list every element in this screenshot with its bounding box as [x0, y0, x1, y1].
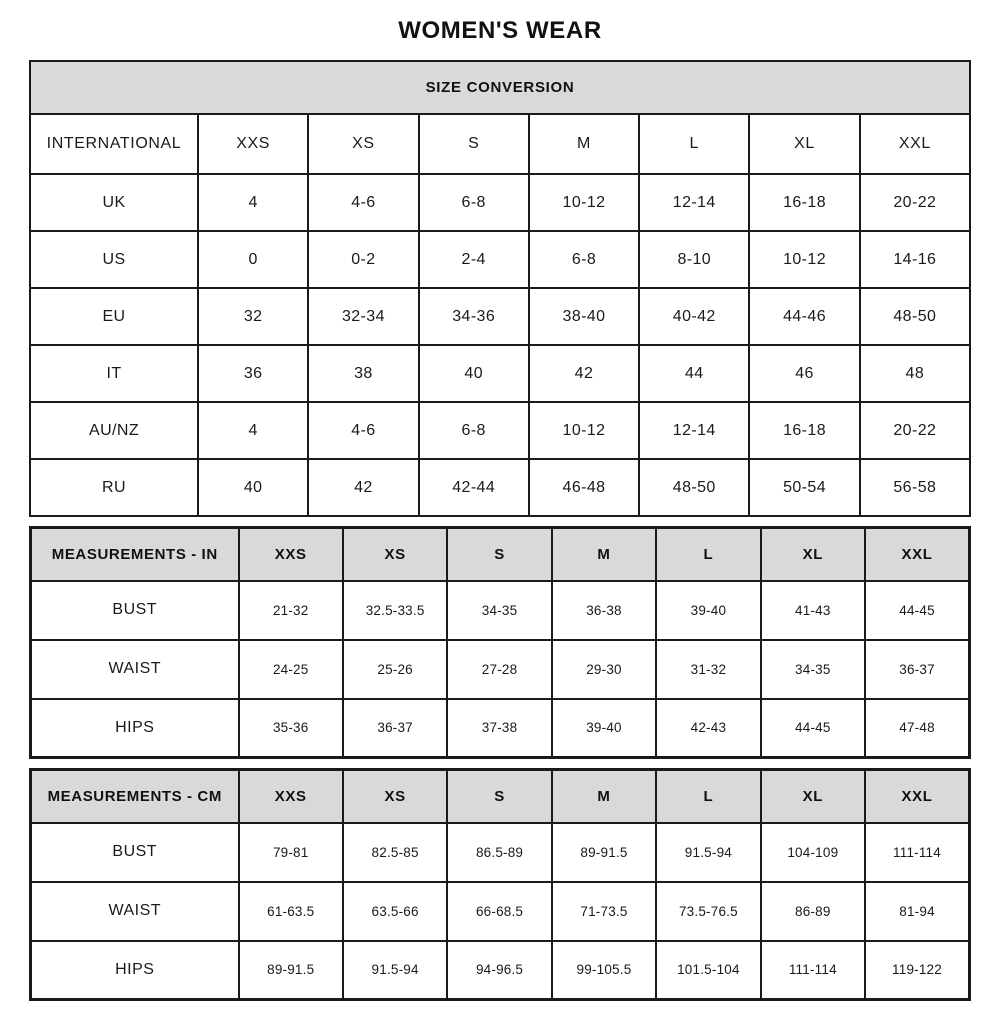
size-value-cell: 40-42 — [639, 288, 749, 345]
measurements-in-header — [31, 528, 970, 581]
size-value-cell: 48-50 — [639, 459, 749, 516]
measure-label: WAIST — [31, 640, 239, 699]
measure-value-cell: 86.5-89 — [447, 823, 551, 882]
region-label: EU — [30, 288, 198, 345]
measure-value-cell: 82.5-85 — [343, 823, 447, 882]
size-value-cell: 4-6 — [308, 402, 418, 459]
measure-value-cell: 89-91.5 — [239, 941, 343, 1000]
measure-value-cell: 29-30 — [552, 640, 656, 699]
size-column-header: L — [656, 528, 760, 581]
table-row — [31, 640, 970, 699]
size-column-header: XL — [761, 770, 865, 823]
size-value-cell: 46 — [749, 345, 859, 402]
size-value-cell: 42 — [529, 345, 639, 402]
measurements-in-body — [31, 581, 970, 758]
measure-value-cell: 24-25 — [239, 640, 343, 699]
measure-value-cell: 25-26 — [343, 640, 447, 699]
table-row — [31, 882, 970, 941]
table-row — [30, 288, 970, 345]
measure-value-cell: 89-91.5 — [552, 823, 656, 882]
measure-value-cell: 42-43 — [656, 699, 760, 758]
size-value-cell: 48 — [860, 345, 970, 402]
measure-value-cell: 36-38 — [552, 581, 656, 640]
size-conversion-title: SIZE CONVERSION — [30, 61, 970, 114]
table-title-row — [30, 61, 970, 114]
size-column-header: XXL — [865, 528, 969, 581]
size-value-cell: 0-2 — [308, 231, 418, 288]
size-column-header: XXS — [239, 770, 343, 823]
size-value-cell: 38-40 — [529, 288, 639, 345]
size-value-cell: 8-10 — [639, 231, 749, 288]
size-value-cell: 40 — [198, 459, 308, 516]
measure-value-cell: 66-68.5 — [447, 882, 551, 941]
measure-value-cell: 81-94 — [865, 882, 969, 941]
size-value-cell: 4 — [198, 174, 308, 231]
size-value-cell: 6-8 — [529, 231, 639, 288]
measure-value-cell: 35-36 — [239, 699, 343, 758]
size-value-cell: 2-4 — [419, 231, 529, 288]
size-column-header: L — [639, 114, 749, 174]
size-value-cell: 20-22 — [860, 402, 970, 459]
size-column-header: M — [552, 770, 656, 823]
region-label: RU — [30, 459, 198, 516]
measure-label: BUST — [31, 581, 239, 640]
measure-value-cell: 27-28 — [447, 640, 551, 699]
size-value-cell: 56-58 — [860, 459, 970, 516]
measure-label: WAIST — [31, 882, 239, 941]
size-column-header: XS — [343, 528, 447, 581]
size-value-cell: 10-12 — [529, 174, 639, 231]
size-column-header: XXS — [198, 114, 308, 174]
size-value-cell: 42-44 — [419, 459, 529, 516]
size-conversion-header — [30, 61, 970, 114]
size-value-cell: 4 — [198, 402, 308, 459]
measure-value-cell: 86-89 — [761, 882, 865, 941]
size-value-cell: 44 — [639, 345, 749, 402]
size-conversion-body — [30, 114, 970, 516]
measure-value-cell: 36-37 — [343, 699, 447, 758]
size-value-cell: 32-34 — [308, 288, 418, 345]
measure-value-cell: 44-45 — [865, 581, 969, 640]
size-value-cell: 42 — [308, 459, 418, 516]
international-header: INTERNATIONAL — [30, 114, 198, 174]
measure-label: HIPS — [31, 699, 239, 758]
column-header-row — [30, 114, 970, 174]
size-chart-page — [0, 17, 1000, 1001]
measure-value-cell: 91.5-94 — [343, 941, 447, 1000]
measure-value-cell: 104-109 — [761, 823, 865, 882]
measure-value-cell: 94-96.5 — [447, 941, 551, 1000]
measurements-cm-body — [31, 823, 970, 1000]
table-row — [31, 699, 970, 758]
size-column-header: L — [656, 770, 760, 823]
size-value-cell: 50-54 — [749, 459, 859, 516]
measure-value-cell: 34-35 — [761, 640, 865, 699]
measurements-in-table — [29, 526, 971, 759]
measurements-cm-title: MEASUREMENTS - CM — [31, 770, 239, 823]
table-row — [30, 345, 970, 402]
table-row — [30, 459, 970, 516]
measure-value-cell: 99-105.5 — [552, 941, 656, 1000]
measurements-cm-header — [31, 770, 970, 823]
size-column-header: XS — [343, 770, 447, 823]
size-column-header: M — [552, 528, 656, 581]
measure-value-cell: 36-37 — [865, 640, 969, 699]
table-row — [31, 941, 970, 1000]
table-row — [30, 231, 970, 288]
measure-value-cell: 61-63.5 — [239, 882, 343, 941]
measure-value-cell: 32.5-33.5 — [343, 581, 447, 640]
measure-value-cell: 44-45 — [761, 699, 865, 758]
measure-value-cell: 91.5-94 — [656, 823, 760, 882]
table-row — [30, 402, 970, 459]
size-column-header: XXL — [865, 770, 969, 823]
table-row — [30, 174, 970, 231]
size-value-cell: 34-36 — [419, 288, 529, 345]
measure-value-cell: 39-40 — [552, 699, 656, 758]
measure-value-cell: 111-114 — [761, 941, 865, 1000]
size-column-header: S — [447, 770, 551, 823]
table-row — [31, 581, 970, 640]
size-value-cell: 10-12 — [749, 231, 859, 288]
measure-value-cell: 101.5-104 — [656, 941, 760, 1000]
size-value-cell: 48-50 — [860, 288, 970, 345]
measure-value-cell: 73.5-76.5 — [656, 882, 760, 941]
measure-value-cell: 111-114 — [865, 823, 969, 882]
page-title: WOMEN'S WEAR — [398, 17, 602, 44]
measure-value-cell: 47-48 — [865, 699, 969, 758]
measure-value-cell: 41-43 — [761, 581, 865, 640]
table-row — [31, 823, 970, 882]
column-header-row — [31, 770, 970, 823]
region-label: AU/NZ — [30, 402, 198, 459]
size-column-header: S — [419, 114, 529, 174]
measurements-in-title: MEASUREMENTS - IN — [31, 528, 239, 581]
size-value-cell: 12-14 — [639, 174, 749, 231]
measure-value-cell: 119-122 — [865, 941, 969, 1000]
size-value-cell: 14-16 — [860, 231, 970, 288]
size-value-cell: 40 — [419, 345, 529, 402]
region-label: US — [30, 231, 198, 288]
size-value-cell: 4-6 — [308, 174, 418, 231]
size-column-header: XS — [308, 114, 418, 174]
size-value-cell: 6-8 — [419, 402, 529, 459]
size-column-header: M — [529, 114, 639, 174]
measure-value-cell: 63.5-66 — [343, 882, 447, 941]
size-value-cell: 38 — [308, 345, 418, 402]
measure-label: BUST — [31, 823, 239, 882]
size-column-header: XXS — [239, 528, 343, 581]
size-value-cell: 10-12 — [529, 402, 639, 459]
size-value-cell: 46-48 — [529, 459, 639, 516]
column-header-row — [31, 528, 970, 581]
region-label: UK — [30, 174, 198, 231]
size-value-cell: 32 — [198, 288, 308, 345]
measure-value-cell: 79-81 — [239, 823, 343, 882]
size-column-header: S — [447, 528, 551, 581]
region-label: IT — [30, 345, 198, 402]
size-value-cell: 20-22 — [860, 174, 970, 231]
size-column-header: XL — [761, 528, 865, 581]
measure-value-cell: 37-38 — [447, 699, 551, 758]
size-column-header: XXL — [860, 114, 970, 174]
size-value-cell: 16-18 — [749, 174, 859, 231]
size-value-cell: 16-18 — [749, 402, 859, 459]
measure-value-cell: 71-73.5 — [552, 882, 656, 941]
size-column-header: XL — [749, 114, 859, 174]
measure-value-cell: 34-35 — [447, 581, 551, 640]
size-value-cell: 0 — [198, 231, 308, 288]
measure-value-cell: 31-32 — [656, 640, 760, 699]
size-value-cell: 12-14 — [639, 402, 749, 459]
measure-value-cell: 21-32 — [239, 581, 343, 640]
size-value-cell: 6-8 — [419, 174, 529, 231]
size-value-cell: 44-46 — [749, 288, 859, 345]
measure-value-cell: 39-40 — [656, 581, 760, 640]
size-conversion-table — [29, 60, 971, 517]
measurements-cm-table — [29, 768, 971, 1001]
measure-label: HIPS — [31, 941, 239, 1000]
size-value-cell: 36 — [198, 345, 308, 402]
